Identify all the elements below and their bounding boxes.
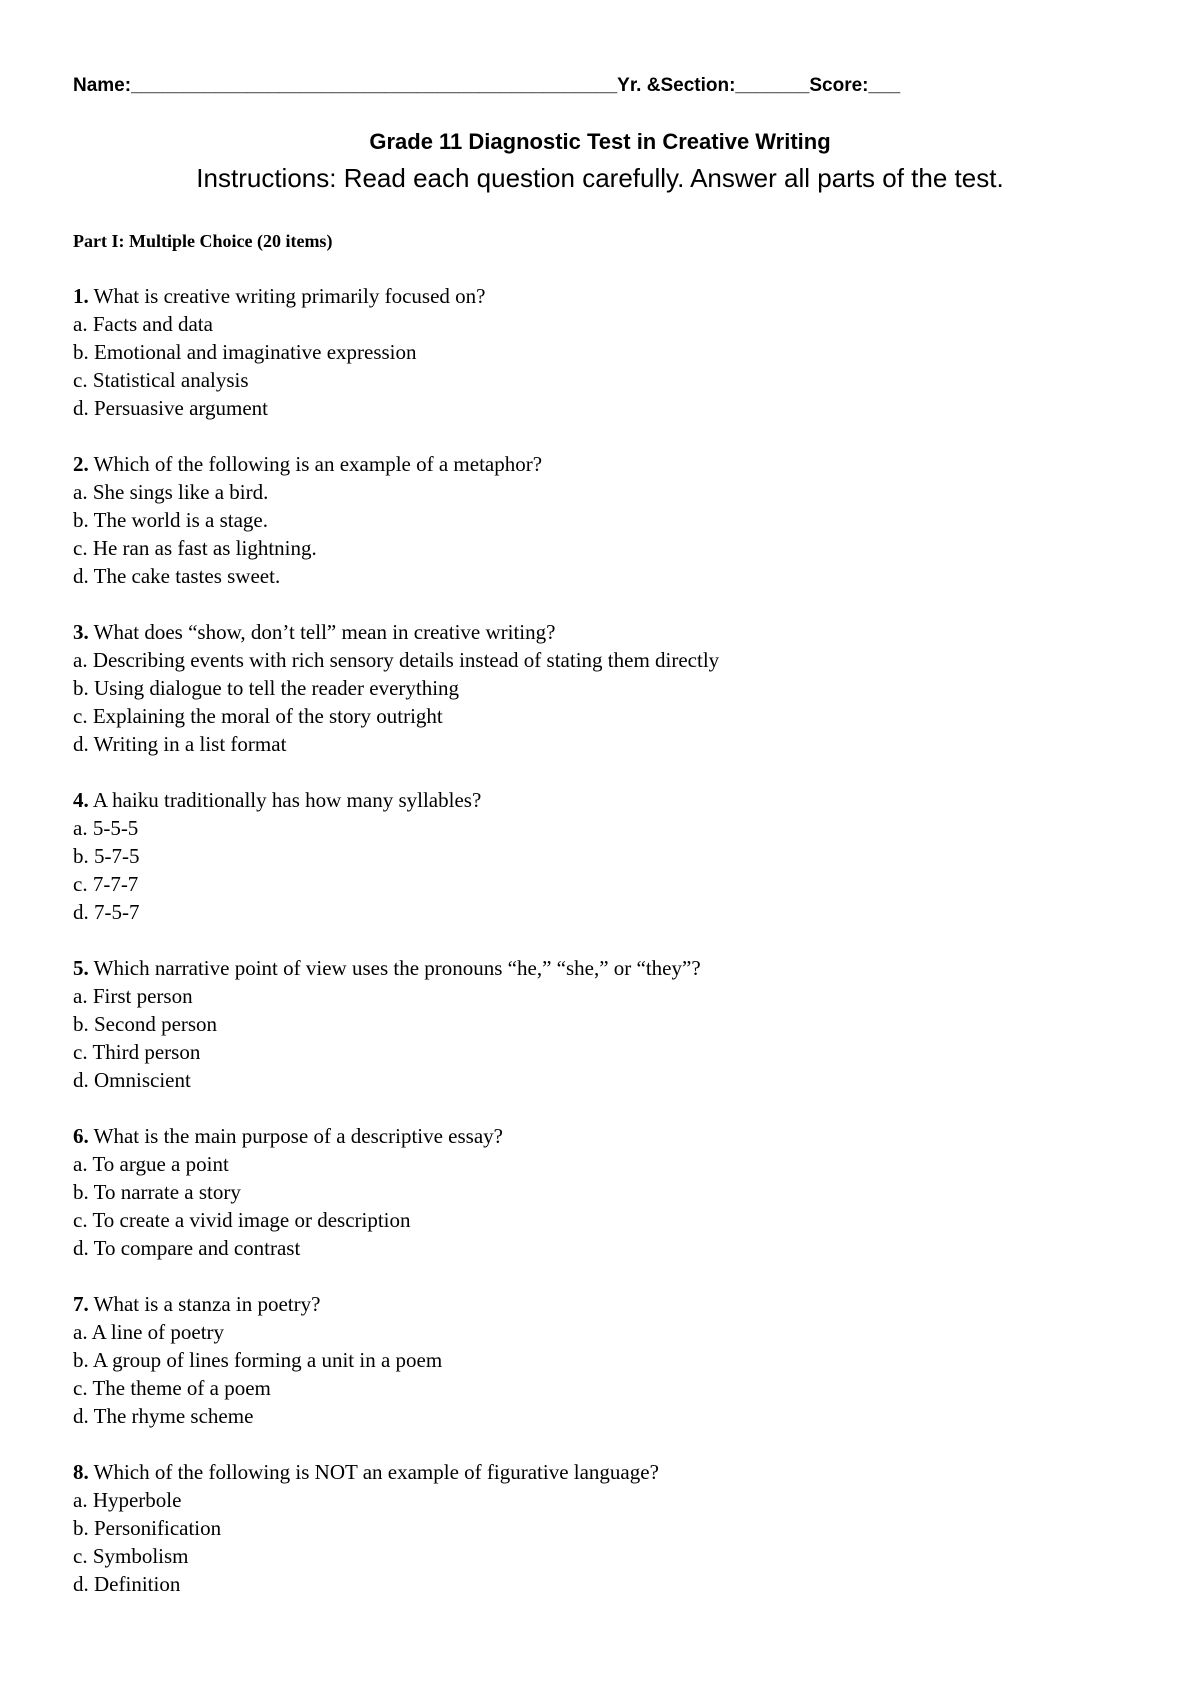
answer-choice: a. Hyperbole xyxy=(73,1488,182,1512)
answer-choice: a. Describing events with rich sensory details instead of stating them directly xyxy=(73,648,720,672)
instructions-text: Instructions: Read each question carefully. Answer all parts of the test. xyxy=(196,163,1004,193)
question-prompt: What is creative writing primarily focused on? xyxy=(88,284,486,308)
question-text xyxy=(73,1122,1153,1150)
question-prompt: What does “show, don’t tell” mean in creative writing? xyxy=(88,620,556,644)
question-item xyxy=(73,282,1153,422)
question-item xyxy=(73,954,1153,1094)
student-info-line: Name:______________________________________________Yr. &Section:_______Score:___ xyxy=(73,75,901,96)
question-text xyxy=(73,1458,1153,1486)
question-number: 6. xyxy=(73,1124,89,1148)
answer-choice: c. Explaining the moral of the story outright xyxy=(73,704,443,728)
answer-choice: c. To create a vivid image or description xyxy=(73,1208,411,1232)
answer-choice: b. 5-7-5 xyxy=(73,844,140,868)
question-item xyxy=(73,1122,1153,1262)
answer-choice: a. 5-5-5 xyxy=(73,816,139,840)
answer-choice: c. Statistical analysis xyxy=(73,368,249,392)
question-number: 3. xyxy=(73,620,89,644)
answer-choice: d. Writing in a list format xyxy=(73,732,287,756)
question-number: 1. xyxy=(73,284,89,308)
question-number: 2. xyxy=(73,452,89,476)
answer-choice: d. 7-5-7 xyxy=(73,900,140,924)
question-prompt: Which of the following is an example of a metaphor? xyxy=(88,452,543,476)
answer-choice: d. The rhyme scheme xyxy=(73,1404,254,1428)
question-item xyxy=(73,1458,1153,1598)
answer-choice: a. She sings like a bird. xyxy=(73,480,269,504)
answer-choice: a. A line of poetry xyxy=(73,1320,225,1344)
answer-choice: c. 7-7-7 xyxy=(73,872,139,896)
answer-choice: b. The world is a stage. xyxy=(73,508,268,532)
question-number: 4. xyxy=(73,788,89,812)
part-heading: Part I: Multiple Choice (20 items) xyxy=(73,231,333,251)
answer-choice: d. Omniscient xyxy=(73,1068,191,1092)
question-item xyxy=(73,618,1153,758)
answer-choice: c. Symbolism xyxy=(73,1544,189,1568)
answer-choice: b. Emotional and imaginative expression xyxy=(73,340,417,364)
answer-choice: a. To argue a point xyxy=(73,1152,229,1176)
answer-choice: d. Persuasive argument xyxy=(73,396,268,420)
question-text xyxy=(73,450,1153,478)
question-item xyxy=(73,1290,1153,1430)
question-text xyxy=(73,618,1153,646)
question-number: 5. xyxy=(73,956,89,980)
question-number: 7. xyxy=(73,1292,89,1316)
answer-choice: c. The theme of a poem xyxy=(73,1376,271,1400)
question-prompt: What is a stanza in poetry? xyxy=(88,1292,321,1316)
answer-choice: b. A group of lines forming a unit in a poem xyxy=(73,1348,443,1372)
question-item xyxy=(73,786,1153,926)
question-text xyxy=(73,954,1153,982)
answer-choice: d. The cake tastes sweet. xyxy=(73,564,281,588)
question-number: 8. xyxy=(73,1460,89,1484)
question-text xyxy=(73,282,1153,310)
answer-choice: a. First person xyxy=(73,984,193,1008)
answer-choice: b. Personification xyxy=(73,1516,222,1540)
question-list xyxy=(73,282,1153,1626)
answer-choice: c. He ran as fast as lightning. xyxy=(73,536,317,560)
question-prompt: Which narrative point of view uses the pronouns “he,” “she,” or “they”? xyxy=(88,956,701,980)
question-text xyxy=(73,1290,1153,1318)
question-prompt: What is the main purpose of a descriptive essay? xyxy=(88,1124,503,1148)
answer-choice: b. To narrate a story xyxy=(73,1180,241,1204)
question-text xyxy=(73,786,1153,814)
answer-choice: b. Using dialogue to tell the reader everything xyxy=(73,676,460,700)
answer-choice: d. To compare and contrast xyxy=(73,1236,301,1260)
question-prompt: A haiku traditionally has how many syllables? xyxy=(88,788,482,812)
answer-choice: a. Facts and data xyxy=(73,312,213,336)
question-prompt: Which of the following is NOT an example of figurative language? xyxy=(88,1460,659,1484)
answer-choice: d. Definition xyxy=(73,1572,181,1596)
answer-choice: c. Third person xyxy=(73,1040,201,1064)
answer-choice: b. Second person xyxy=(73,1012,218,1036)
document-title: Grade 11 Diagnostic Test in Creative Writing xyxy=(369,129,831,154)
question-item xyxy=(73,450,1153,590)
